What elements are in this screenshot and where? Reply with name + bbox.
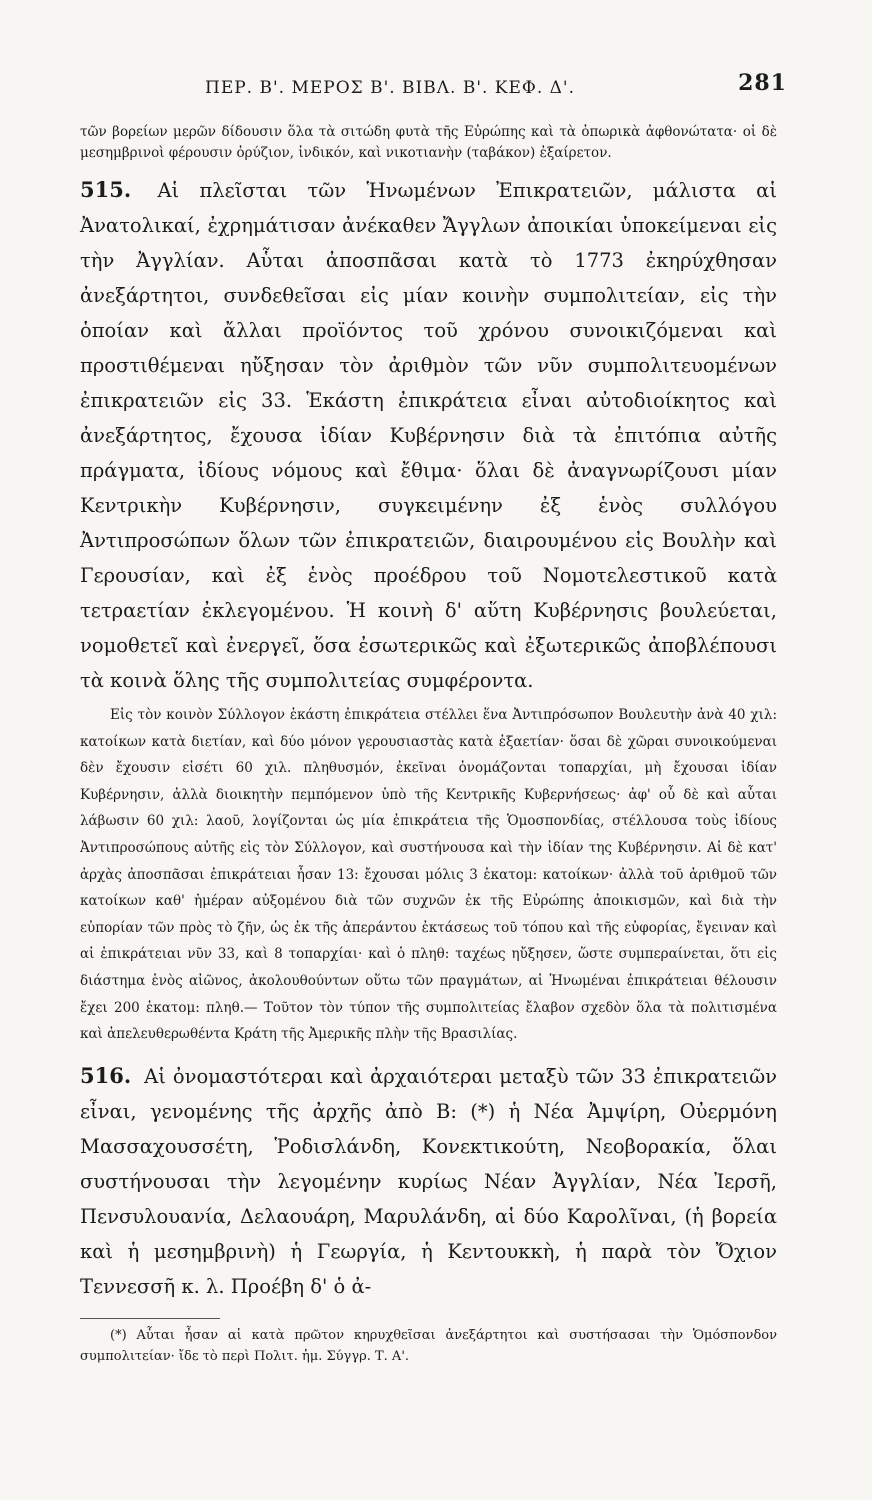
- running-head: ΠΕΡ. Β'. ΜΕΡΟΣ Β'. ΒΙΒΛ. Β'. ΚΕΦ. Δ'.: [205, 78, 576, 98]
- section-number: 516.: [80, 1062, 132, 1088]
- section-515: [80, 172, 777, 698]
- section-516: [80, 1058, 777, 1304]
- lead-paragraph: τῶν βορείων μερῶν δίδουσιν ὅλα τὰ σιτώδη φυτὰ τῆς Εὐρώπης καὶ τὰ ὀπωρικὰ ἀφθονώτατα· οἱ δὲ μεσημβρινοὶ φέρουσιν ὀρύζιον, ἰνδικόν, καὶ νικοτιανὴν (ταβάκον) ἐξαίρετον.: [80, 124, 777, 161]
- section-text: Αἱ πλεῖσται τῶν Ἡνωμένων Ἐπικρατειῶν, μάλιστα αἱ Ἀνατολικαί, ἐχρημάτισαν ἀνέκαθεν Ἄγγλων ἀποικίαι ὑποκείμεναι εἰς τὴν Ἀγγλίαν. Αὗται ἀποσπᾶσαι κατὰ τὸ 1773 ἐκηρύχθησαν ἀνεξάρτητοι, συνδεθεῖσαι εἰς μίαν κοινὴν συμπολιτείαν, εἰς τὴν ὁποίαν καὶ ἄλλαι προϊόντος τοῦ χρόνου συνοικιζόμεναι καὶ προστιθέμεναι ηὔξησαν τὸν ἀριθμὸν τῶν νῦν συμπολιτευομένων ἐπικρατειῶν εἰς 33. Ἑκάστη ἐπικράτεια εἶναι αὐτοδιοίκητος καὶ ἀνεξάρτητος, ἔχουσα ἰδίαν Κυβέρνησιν διὰ τὰ ἐπιτόπια αὐτῆς πράγματα, ἰδίους νόμους καὶ ἔθιμα· ὅλαι δὲ ἀναγνωρίζουσι μίαν Κεντρικὴν Κυβέρνησιν, συγκειμένην ἐξ ἑνὸς συλλόγου Ἀντιπροσώπων ὅλων τῶν ἐπικρατειῶν, διαιρουμένου εἰς Βουλὴν καὶ Γερουσίαν, καὶ ἐξ ἑνὸς προέδρου τοῦ Νομοτελεστικοῦ κατὰ τετραετίαν ἐκλεγομένου. Ἡ κοινὴ δ' αὕτη Κυβέρνησις βουλεύεται, νομοθετεῖ καὶ ἐνεργεῖ, ὅσα ἐσωτερικῶς καὶ ἐξωτερικῶς ἀποβλέπουσι τὰ κοινὰ ὅλης τῆς συμπολιτείας συμφέροντα.: [80, 179, 777, 692]
- footnote-divider: [80, 1318, 220, 1319]
- footnote: (*) Αὗται ἦσαν αἱ κατὰ πρῶτον κηρυχθεῖσαι ἀνεξάρτητοι καὶ συστήσασαι τὴν Ὁμόσπονδον συμπολιτείαν· ἴδε τὸ περὶ Πολιτ. ἡμ. Σύγγρ. Τ. Α'.: [80, 1327, 777, 1364]
- page-number: 281: [738, 70, 787, 96]
- section-515-note: Εἰς τὸν κοινὸν Σύλλογον ἑκάστη ἐπικράτεια στέλλει ἕνα Ἀντιπρόσωπον Βουλευτὴν ἀνὰ 40 χιλ: κατοίκων κατὰ διετίαν, καὶ δύο μόνον γερουσιαστὰς κατὰ ἑξαετίαν· ὅσαι δὲ χῶραι συνοικούμεναι δὲν ἔχουσιν εἰσέτι 60 χιλ. πληθυσμόν, ἐκεῖναι ὀνομάζονται τοπαρχίαι, μὴ ἔχουσαι ἰδίαν Κυβέρνησιν, ἀλλὰ διοικητὴν πεμπόμενον ὑπὸ τῆς Κεντρικῆς Κυβερνήσεως· ἀφ' οὗ δὲ καὶ αὗται λάβωσιν 60 χιλ: λαοῦ, λογίζονται ὡς μία ἐπικράτεια τῆς Ὁμοσπονδίας, στέλλουσα τοὺς ἰδίους Ἀντιπροσώπους αὐτῆς εἰς τὸν Σύλλογον, καὶ συστήνουσα καὶ τὴν ἰδίαν της Κυβέρνησιν. Αἱ δὲ κατ' ἀρχὰς ἀποσπᾶσαι ἐπικράτειαι ἦσαν 13: ἔχουσαι μόλις 3 ἑκατομ: κατοίκων· ἀλλὰ τοῦ ἀριθμοῦ τῶν κατοίκων καθ' ἡμέραν αὐξομένου διὰ τῶν συχνῶν ἐκ τῆς Εὐρώπης ἀποικισμῶν, καὶ διὰ τὴν εὐπορίαν τῶν πρὸς τὸ ζῆν, ὡς ἐκ τῆς ἀπεράντου ἐκτάσεως τοῦ τόπου καὶ τῆς εὐφορίας, ἔγειναν καὶ αἱ ἐπικράτειαι νῦν 33, καὶ 8 τοπαρχίαι· καὶ ὁ πληθ: ταχέως ηὔξησεν, ὥστε συμπεραίνεται, ὅτι εἰς διάστημα ἑνὸς αἰῶνος, ἀκολουθούντων οὕτω τῶν πραγμάτων, αἱ Ἡνωμέναι ἐπικράτειαι θέλουσιν ἔχει 200 ἑκατομ: πληθ.— Τοῦτον τὸν τύπον τῆς συμπολιτείας ἔλαβον σχεδὸν ὅλα τὰ πολιτισμένα καὶ ἀπελευθερωθέντα Κράτη τῆς Ἀμερικῆς πλὴν τῆς Βρασιλίας.: [80, 707, 777, 1043]
- section-text: Αἱ ὀνομαστότεραι καὶ ἀρχαιότεραι μεταξὺ τῶν 33 ἐπικρατειῶν εἶναι, γενομένης τῆς ἀρχῆς ἀπὸ Β: (*) ἡ Νέα Ἀμψίρη, Οὐερμόνη Μασσαχουσσέτη, Ῥοδισλάνδη, Κονεκτικούτη, Νεοβορακία, ὅλαι συστήνουσαι τὴν λεγομένην κυρίως Νέαν Ἀγγλίαν, Νέα Ἰερσῆ, Πενσυλουανία, Δελαουάρη, Μαρυλάνδη, αἱ δύο Καρολῖναι, (ἡ βορεία καὶ ἡ μεσημβρινὴ) ἡ Γεωργία, ἡ Κεντουκκὴ, ἡ παρὰ τὸν Ὄχιον Τεννεσσῆ κ. λ. Προέβη δ' ὁ ἀ-: [80, 1064, 777, 1298]
- section-number: 515.: [80, 177, 132, 202]
- page-header: [80, 70, 787, 112]
